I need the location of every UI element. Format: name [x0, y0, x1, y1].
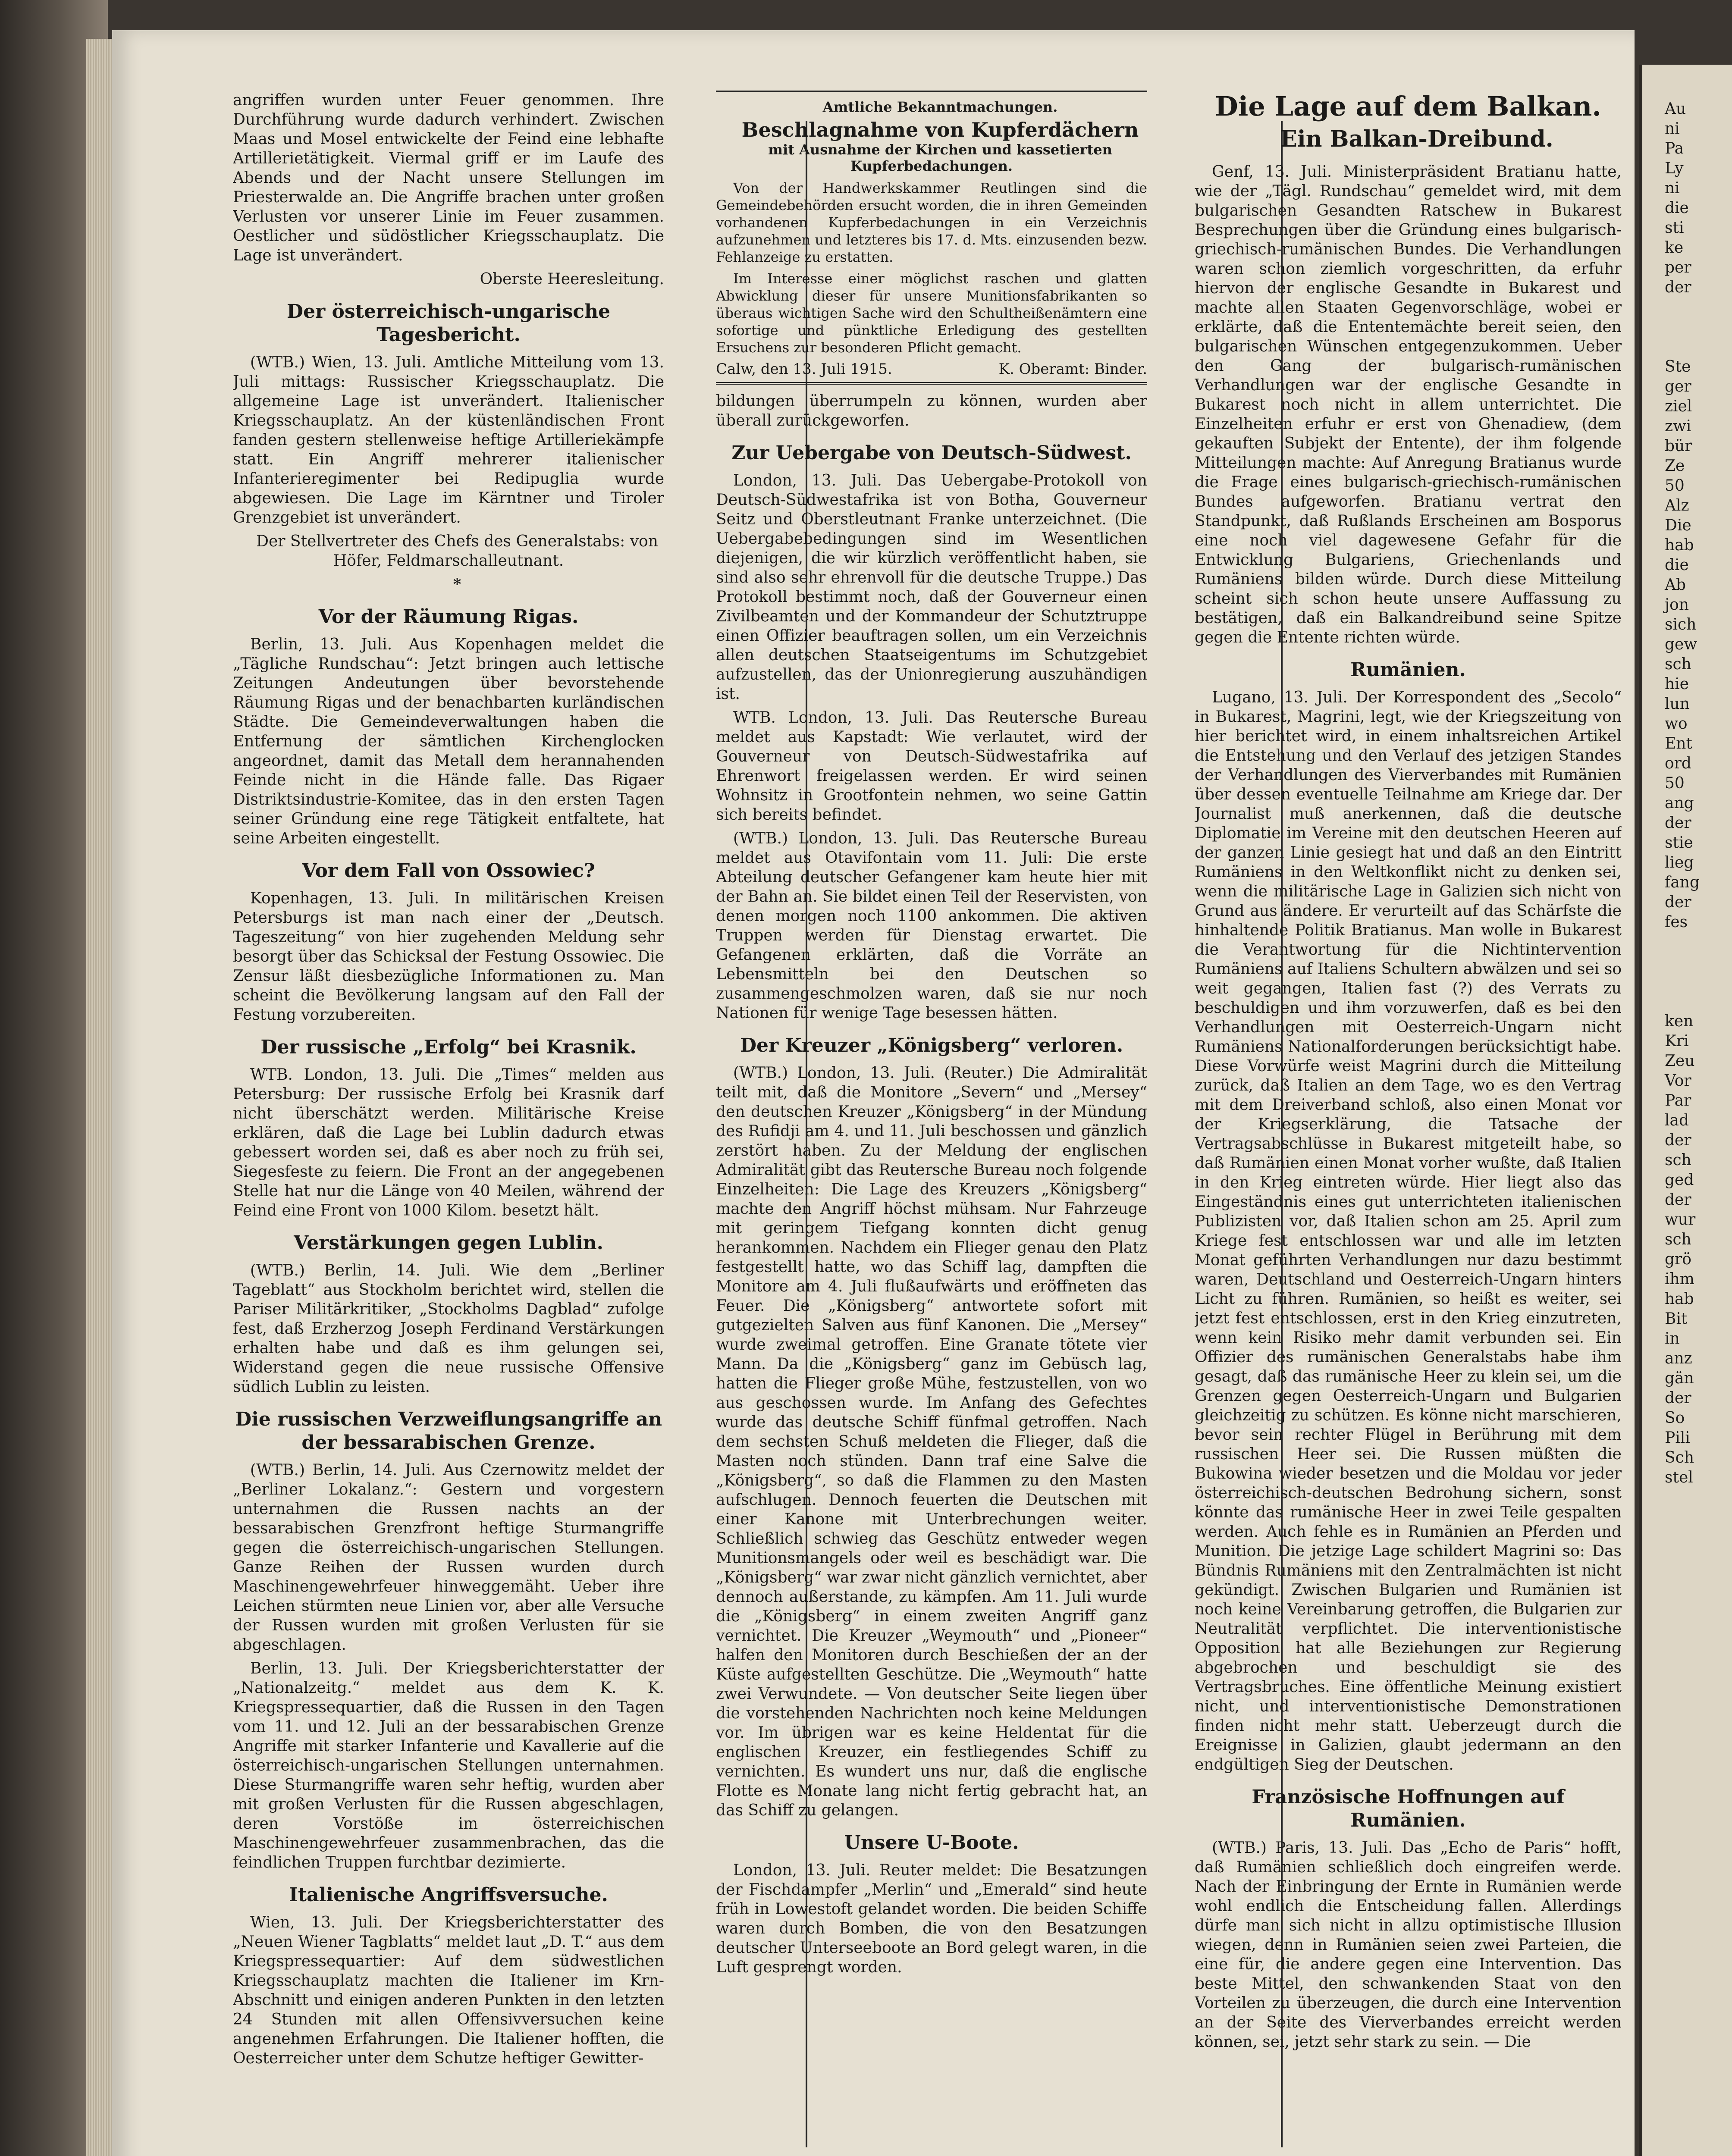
article-text: (WTB.) Paris, 13. Juli. Das „Echo de Paris“ hofft, daß Rumänien schließlich doch eingreifen werde. Nach der Einbringung der Ernte in Rumänien werde wohl endlich die Entscheidung fallen. Allerdings dürfe man sich nicht in allzu optimistische Illusion wiegen, denn in Rumänien seien zwei Parteien, die eine für, die andere gegen eine Intervention. Das beste Mittel, den schwankenden Staat von den Vorteilen zu überzeugen, die durch eine Intervention an der Seite des Vierverbandes erreicht werden können, sei, jetzt sehr stark zu sein. — Die [1195, 1839, 1622, 2051]
article-text: London, 13. Juli. Das Uebergabe-Protokoll von Deutsch-Südwestafrika ist von Botha, Gouverneur Seitz und Oberstleutnant Franke unterzeichnet. (Die Uebergabebedingungen sind im Wesentlichen diejenigen, die wir kürzlich veröffentlicht haben, sie sind also sehr ehrenvoll für die deutsche Truppe.) Das Protokoll bestimmt noch, daß der Gouverneur einen Zivilbeamten und der Kommandeur der Schutztruppe einen Offizier beauftragen sollen, um ein Verzeichnis allen deutschen Staatseigentums im Schutzgebiet aufzustellen, das der Unionregierung auszuhändigen ist. [716, 472, 1147, 703]
headline: Vor der Räumung Rigas. [318, 606, 579, 628]
next-page-fragment [1642, 298, 1732, 317]
next-page-fragment: stie [1665, 834, 1693, 852]
notice-footer [716, 360, 1147, 378]
next-page-fragment: ni [1665, 120, 1680, 138]
notice-subtitle: mit Ausnahme der Kirchen und kassetierten Kupferbedachungen. [768, 141, 1112, 174]
next-page-fragment: per [1665, 259, 1691, 276]
next-page-fragment: in [1665, 1330, 1680, 1348]
next-page-fragment: der [1665, 279, 1691, 296]
next-page-fragment: Ly [1665, 160, 1684, 177]
article-continuation: bildungen überrumpeln zu können, wurden aber überall zurückgeworfen. [716, 392, 1147, 429]
article-text: (WTB.) London, 13. Juli. Das Reutersche Bureau meldet aus Otavifontain vom 11. Juli: Die erste Abteilung deutscher Gefangener kam heute hier mit der Bahn an. Sie bildet einen Teil der Reservisten, von denen morgen noch 1100 ankommen. Die aktiven Truppen werden für Dienstag erwartet. Die Gefangenen erklärten, daß die Vorräte an Lebensmitteln bei den Deutschen so zusammengeschmolzen waren, daß sie nur noch Nationen für wenige Tage besessen hätten. [716, 830, 1147, 1022]
next-page-fragment: der [1665, 1131, 1691, 1149]
next-page-fragment: Ab [1665, 576, 1686, 594]
signature: Der Stellvertreter des Chefs des Generalstabs: von Höfer, Feldmarschalleutnant. [256, 533, 658, 570]
next-page-fragment: Pa [1665, 140, 1684, 157]
next-page-fragment: gän [1665, 1369, 1694, 1387]
headline: Französische Hoffnungen auf Rumänien. [1252, 1786, 1565, 1831]
article-text: London, 13. Juli. Reuter meldet: Die Besatzungen der Fischdampfer „Merlin“ und „Emerald“ sind heute früh in Lowestoft gelandet worden. Die beiden Schiffe waren durch Bomben, die von den Besatzungen deutscher Unterseeboote an Bord gelegt waren, in die Luft gesprengt worden. [716, 1861, 1147, 1976]
article-text: Berlin, 13. Juli. Aus Kopenhagen meldet die „Tägliche Rundschau“: Jetzt bringen auch lettische Zeitungen Andeutungen über bevorstehende Räumung Rigas und der benachbarten kurländischen Städte. Die Gemeindeverwaltungen haben die Entfernung der sämtlichen Kirchenglocken angeordnet, damit das Metall dem herannahenden Feinde nicht in die Hände falle. Das Rigaer Distriktsindustrie-Komitee, das in den ersten Tagen seiner Gründung eine rege Tätigkeit entfaltete, hat seine Arbeiten eingestellt. [233, 636, 664, 847]
next-page-fragment: Zeu [1665, 1052, 1695, 1070]
next-page-fragment: sich [1665, 616, 1697, 633]
next-page-fragment: Vor [1665, 1072, 1691, 1090]
next-page-fragment: der [1665, 893, 1691, 911]
article-text: Berlin, 13. Juli. Der Kriegsberichterstatter der „Nationalzeitg.“ meldet aus dem K. K. Kriegspressequartier, daß die Russen in den Tagen vom 11. und 12. Juli an der bessarabischen Grenze Angriffe mit starker Infanterie und Kavallerie auf die österreichisch-ungarischen Stellungen unternahmen. Diese Sturmangriffe waren sehr heftig, wurden aber mit großen Verlusten für die Russen abgeschlagen, deren Vorstöße im österreichischen Maschinengewehrfeuer zusammenbrachen, das die feindlichen Truppen furchtbar dezimierte. [233, 1660, 664, 1871]
next-page-fragment [1642, 972, 1732, 992]
next-page-fragment: fes [1665, 913, 1688, 931]
next-page-fragment: die [1665, 556, 1689, 574]
next-page-fragment: wo [1665, 715, 1688, 733]
next-page-fragment: lad [1665, 1112, 1689, 1129]
next-page-fragment: ord [1665, 755, 1691, 772]
next-page-fragment: ihm [1665, 1270, 1694, 1288]
separator-star: * [453, 575, 461, 593]
next-page-fragment: Die [1665, 517, 1691, 534]
headline: Italienische Angriffsversuche. [289, 1884, 608, 1906]
next-page-fragment: 50 [1665, 477, 1685, 495]
article-text: Genf, 13. Juli. Ministerpräsident Bratianu hatte, wie der „Tägl. Rundschau“ gemeldet wird, mit dem bulgarischen Gesandten Ratschew in Bukarest Besprechungen über die Gründung eines bulgarisch-griechisch-rumänischen Bundes. Die Verhandlungen waren schon ziemlich vorgeschritten, da erfuhr hiervon der englische Gesandte in Bukarest und machte allen Staaten Gegenvorschläge, wobei er erklärte, daß die Ententemächte bereit seien, den bulgarischen Wünschen entgegenzukommen. Ueber den Gang der bulgarisch-rumänischen Verhandlungen war der englische Gesandte in Bukarest noch nicht in allem unterrichtet. Die Einzelheiten erfuhr er erst von Ghenadiew, (dem gekauften Subjekt der Entente), der ihm folgende Mitteilungen machte: Auf Anregung Bratianus wurde die Frage eines bulgarisch-griechisch-rumänischen Bundes aufgeworfen. Bratianu vertrat den Standpunkt, daß Rußlands Erscheinen am Bosporus eine noch viel dagewesene Gefahr für die Entwicklung Bulgariens, Griechenlands und Rumäniens bilden würde. Durch diese Mitteilung scheint sich schon heute unsere Auffassung zu bestätigen, daß ein Balkandreibund seine Spitze gegen die Entente richten würde. [1195, 163, 1622, 646]
next-page-fragment: lun [1665, 695, 1690, 713]
article-text: Kopenhagen, 13. Juli. In militärischen Kreisen Petersburgs ist man nach einer der „Deutsch. Tageszeitung“ von hier zugehenden Meldung sehr besorgt über das Schicksal der Festung Ossowiec. Die Zensur läßt diesbezügliche Informationen zu. Man scheint die Bevölkerung langsam auf den Fall der Festung vorzubereiten. [233, 890, 664, 1024]
next-page-fragment: anz [1665, 1350, 1692, 1367]
headline: Der österreichisch-ungarische Tagesbericht. [286, 301, 611, 346]
next-page-fragment: sti [1665, 219, 1684, 237]
article-text: Lugano, 13. Juli. Der Korrespondent des „Secolo“ in Bukarest, Magrini, legt, wie der Kriegszeitung von hier berichtet wird, in einem inhaltsreichen Artikel die Entstehung und den Verlauf des jetzigen Standes der Verhandlungen des Vierverbandes mit Rumänien über dessen eventuelle Teilnahme am Kriege dar. Der Journalist muß anerkennen, daß die deutsche Diplomatie im Vereine mit den deutschen Heeren auf der ganzen Linie gesiegt hat und daß an den Eintritt Rumäniens in den Weltkonflikt nicht zu denken sei, wenn die militärische Lage in Galizien sich nicht von Grund aus ändere. Er verurteilt auf das Schärfste die hinhaltende Politik Bratianus. Man wolle in Bukarest die Verantwortung für die Nichtintervention Rumäniens auf Italiens Schultern abwälzen und sei so weit gegangen, Italien fast (?) des Verrats zu beschuldigen und ihm vorzuwerfen, daß es bei den Verhandlungen mit Oesterreich-Ungarn nicht Rumäniens Nationalforderungen berücksichtigt habe. Diese Vorwürfe weist Magrini durch die Mitteilung zurück, daß Italien an dem Tage, wo es den Vertrag mit dem Dreiverband schloß, also einen Monat vor der Kriegserklärung, die Tatsache der Vertragsabschlüsse in Bukarest mitgeteilt habe, so daß Rumänien einen Monat vorher wußte, daß Italien in den Krieg eintreten würde. Hier liegt also das Eingeständnis eines gut unterrichteten italienischen Publizisten vor, daß Italien schon am 25. April zum Kriege fest entschlossen war und alle im letzten Monat geführten Verhandlungen nur dazu bestimmt waren, Deutschland und Oesterreich-Ungarn hinters Licht zu führen. Rumänien, so heißt es weiter, sei jetzt fest entschlossen, erst in den Krieg einzutreten, wenn kein Risiko mehr damit verbunden sei. Ein Offizier des rumänischen Generalstabs habe ihm gesagt, daß das rumänische Heer zu klein sei, um die Grenzen gegen Oesterreich-Ungarn und Bulgarien gleichzeitig zu schützen. Es könne nicht marschieren, bevor sein rechter Flügel in Berührung mit dem russischen Heer sei. Die Russen müßten die Bukowina wieder besetzen und die Moldau vor jeder österreichisch-deutschen Bedrohung sichern, sonst könnte das rumänische Heer in zwei Teile gespalten werden. Auch fehle es in Rumänien an Pferden und Munition. Die jetzige Lage schildert Magrini so: Das Bündnis Rumäniens mit den Zentralmächten ist nicht gekündigt. Zwischen Bulgarien und Rumänien ist noch keine Vereinbarung getroffen, die Bulgarien zur Neutralität verpflichtet. Die interventionistische Opposition hat alle Beziehungen zur Regierung abgebrochen und beschuldigt sie des Vertragsbruches. Eine öffentliche Meinung existiert nicht, und interventionistische Demonstrationen finden nicht mehr statt. Ueberzeugt durch die Ereignisse in Galizien, glaubt jedermann an den endgültigen Sieg der Deutschen. [1195, 689, 1622, 1774]
next-page-fragment: Par [1665, 1092, 1691, 1109]
next-page-fragment: die [1665, 199, 1689, 217]
next-page-fragment: jon [1665, 596, 1689, 614]
next-page-fragment: fang [1665, 874, 1700, 891]
next-page-fragment [1642, 932, 1732, 952]
next-page-fragment: hab [1665, 1290, 1694, 1308]
next-page-fragment: ger [1665, 378, 1691, 395]
next-page-fragment: ken [1665, 1012, 1694, 1030]
notice-text: Im Interesse einer möglichst raschen und glatten Abwicklung dieser für unsere Munitionsfabrikanten so überaus wichtigen Sache wird den Schultheißenämtern eine sofortige und pünktliche Erledigung des gestellten Ersuchens zur besonderen Pflicht gemacht. [716, 270, 1147, 356]
next-page-fragment: der [1665, 1389, 1691, 1407]
notice-signature: K. Oberamt: Binder. [998, 360, 1147, 378]
notice-date: Calw, den 13. Juli 1915. [716, 360, 892, 378]
next-page-fragment: ziel [1665, 398, 1692, 415]
headline: Der Kreuzer „Königsberg“ verloren. [740, 1034, 1123, 1056]
next-page-fragment [1642, 992, 1732, 1012]
next-page-fragments [1642, 65, 1732, 1488]
sub-headline: Ein Balkan-Dreibund. [1280, 126, 1553, 152]
column-middle [716, 91, 1147, 2126]
article-continuation: angriffen wurden unter Feuer genommen. Ihre Durchführung wurde dadurch verhindert. Zwischen Maas und Mosel entwickelte der Feind eine lebhafte Artillerietätigkeit. Viermal griff er im Laufe des Abends und der Nacht unsere Stellungen im Priesterwalde an. Die Angriffe brachen unter großen Verlusten vor unserer Linie im Feuer zusammen. Oestlicher und südöstlicher Kriegsschauplatz. Die Lage ist unverändert. [233, 91, 664, 264]
next-page-fragment: hab [1665, 536, 1694, 554]
headline: Zur Uebergabe von Deutsch-Südwest. [731, 442, 1132, 464]
next-page-fragment: 50 [1665, 774, 1685, 792]
next-page-fragment: ged [1665, 1171, 1694, 1189]
notice-title: Beschlagnahme von Kupferdächern [741, 118, 1139, 141]
next-page-fragment: Sch [1665, 1449, 1694, 1467]
signature: Oberste Heeresleitung. [480, 270, 664, 288]
next-page-fragment: Ent [1665, 735, 1692, 752]
article-text: (WTB.) Berlin, 14. Juli. Wie dem „Berliner Tageblatt“ aus Stockholm berichtet wird, stellen die Pariser Militärkritiker, „Stockholms Dagblad“ zufolge fest, daß Erzherzog Joseph Ferdinand Verstärkungen erhalten habe und daß es ihm gelungen sei, Widerstand gegen die neue russische Offensive südlich Lublin zu leisten. [233, 1262, 664, 1396]
next-page-fragment: stel [1665, 1469, 1693, 1486]
next-page-fragment: sch [1665, 1231, 1691, 1248]
notice-kicker: Amtliche Bekanntmachungen. [822, 99, 1058, 115]
next-page-fragment: Alz [1665, 497, 1689, 514]
headline: Der russische „Erfolg“ bei Krasnik. [260, 1036, 637, 1058]
next-page-fragment: Pili [1665, 1429, 1690, 1447]
next-page-fragment: wur [1665, 1211, 1696, 1228]
next-page-fragment: gew [1665, 636, 1697, 653]
next-page-fragment: hie [1665, 675, 1689, 693]
next-page-fragment: Bit [1665, 1310, 1688, 1328]
article-text: (WTB.) Wien, 13. Juli. Amtliche Mitteilung vom 13. Juli mittags: Russischer Kriegsschauplatz. Die allgemeine Lage ist unverändert. Italienischer Kriegsschauplatz. An der küstenländischen Front fanden gestern stellenweise heftige Artilleriekämpfe statt. Ein Angriff mehrerer italienischer Infanterieregimenter bei Redipuglia wurde abgewiesen. Die Lage im Kärntner und Tiroler Grenzgebiet ist unverändert. [233, 354, 664, 526]
notice-text: Von der Handwerkskammer Reutlingen sind die Gemeindebehörden ersucht worden, die in ihren Gemeinden vorhandenen Kupferbedachungen in ein Verzeichnis aufzunehmen und letzteres bis 17. d. Mts. einzusenden bezw. Fehlanzeige zu erstatten. [716, 180, 1147, 265]
main-headline: Die Lage auf dem Balkan. [1215, 91, 1601, 122]
next-page-fragment: So [1665, 1409, 1685, 1427]
next-page-edge [1639, 65, 1732, 2156]
next-page-fragment: grö [1665, 1250, 1691, 1268]
next-page-fragment: Au [1665, 100, 1686, 118]
headline: Die russischen Verzweiflungsangriffe an der bessarabischen Grenze. [235, 1408, 662, 1454]
headline: Verstärkungen gegen Lublin. [294, 1232, 603, 1254]
next-page-fragment: ni [1665, 179, 1680, 197]
next-page-fragment: sch [1665, 1151, 1691, 1169]
headline: Rumänien. [1350, 659, 1466, 681]
column-left [233, 91, 664, 2126]
next-page-fragment: ang [1665, 794, 1694, 812]
next-page-fragment: der [1665, 1191, 1691, 1209]
next-page-fragment [1642, 952, 1732, 972]
next-page-fragment: Ze [1665, 457, 1685, 475]
next-page-fragment [1642, 337, 1732, 357]
next-page-fragment: lieg [1665, 854, 1694, 871]
article-text: (WTB.) London, 13. Juli. (Reuter.) Die Admiralität teilt mit, daß die Monitore „Severn“ und „Mersey“ den deutschen Kreuzer „Königsberg“ in der Mündung des Rufidji am 4. und 11. Juli beschossen und gänzlich zerstört haben. Zu der Meldung der englischen Admiralität gibt das Reutersche Bureau noch folgende Einzelheiten: Die Lage des Kreuzers „Königsberg“ machte den Angriff höchst mühsam. Nur Fahrzeuge mit geringem Tiefgang konnten dicht genug herankommen. Nachdem ein Flieger genau den Platz festgestellt hatte, wo das Schiff lag, dampften die Monitore am 4. Juli flußaufwärts und eröffneten das Feuer. Die „Königsberg“ antwortete sofort mit gutgezielten Salven aus fünf Kanonen. Die „Mersey“ wurde zweimal getroffen. Eine Granate tötete vier Mann. Da die „Königsberg“ ganz im Gebüsch lag, hatten die Flieger große Mühe, festzustellen, von wo aus geschossen wurde. Im Anfang des Gefechtes wurde das deutsche Schiff fünfmal getroffen. Nach dem sechsten Schuß meldeten die Flieger, daß die Masten noch stünden. Dann traf eine Salve die „Königsberg“, so daß die Flammen zu den Masten aufschlugen. Dennoch feuerten die Deutschen mit einer Kanone mit Unterbrechungen weiter. Schließlich schwieg das Geschütz entweder wegen Munitionsmangels oder weil es beschädigt war. Die „Königsberg“ war zwar nicht gänzlich vernichtet, aber dennoch außerstande, zu kämpfen. Am 11. Juli wurde die „Königsberg“ in einem zweiten Angriff ganz vernichtet. Die Kreuzer „Weymouth“ und „Pioneer“ halfen den Monitoren durch Beschießen der an der Küste aufgestellten Geschütze. Die „Weymouth“ hatte zwei Verwundete. — Von deutscher Seite liegen über die vorstehenden Nachrichten noch keine Meldungen vor. Im übrigen war es keine Heldentat für die englischen Kreuzer, ein festliegendes Schiff zu vernichten. Es wundert uns nur, daß die englische Flotte es Monate lang nicht fertig gebracht hat, an das Schiff zu gelangen. [716, 1064, 1147, 1819]
next-page-fragment [1642, 317, 1732, 337]
article-text: WTB. London, 13. Juli. Die „Times“ melden aus Petersburg: Der russische Erfolg bei Krasnik darf nicht überschätzt werden. Militärische Kreise erklären, daß die Lage bei Lublin dadurch etwas gebessert worden sei, daß es aber noch zu früh sei, Siegesfeste zu feiern. Die Front an der angegebenen Stelle hat nur die Länge von 40 Meilen, während der Feind eine Front von 1000 Kilom. besetzt hält. [233, 1066, 664, 1219]
next-page-fragment: der [1665, 814, 1691, 832]
next-page-fragment: Ste [1665, 358, 1691, 376]
article-text: (WTB.) Berlin, 14. Juli. Aus Czernowitz meldet der „Berliner Lokalanz.“: Gestern und vorgestern unternahmen die Russen nachts an der bessarabischen Grenzfront heftige Sturmangriffe gegen die österreichisch-ungarischen Stellungen. Ganze Reihen der Russen wurden durch Maschinengewehrfeuer hinweggemäht. Ueber ihre Leichen stürmten neue Linien vor, aber alle Versuche der Russen wurden mit großen Verlusten für sie abgeschlagen. [233, 1461, 664, 1654]
article-text: WTB. London, 13. Juli. Das Reutersche Bureau meldet aus Kapstadt: Wie verlautet, wird der Gouverneur von Deutsch-Südwestafrika auf Ehrenwort freigelassen werden. Er wird seinen Wohnsitz in Grootfontein nehmen, wo seine Gattin sich bereits befindet. [716, 709, 1147, 824]
official-notice [716, 91, 1147, 385]
headline: Unsere U-Boote. [844, 1832, 1019, 1854]
article-text: Wien, 13. Juli. Der Kriegsberichterstatter des „Neuen Wiener Tagblatts“ meldet laut „D. T.“ aus dem Kriegspressequartier: Auf dem südwestlichen Kriegsschauplatz machten die Italiener im Krn-Abschnitt und einigen anderen Punkten in den letzten 24 Stunden mit allen Offensivversuchen keine angenehmen Erfahrungen. Die Italiener hofften, die Oesterreicher unter dem Schutze heftiger Gewitter- [233, 1914, 664, 2067]
next-page-fragment: bür [1665, 437, 1692, 455]
next-page-fragment: zwi [1665, 417, 1691, 435]
next-page-fragment: Kri [1665, 1032, 1689, 1050]
headline: Vor dem Fall von Ossowiec? [302, 860, 595, 882]
next-page-fragment: sch [1665, 655, 1691, 673]
next-page-fragment: ke [1665, 239, 1684, 257]
column-right [1195, 91, 1622, 2126]
